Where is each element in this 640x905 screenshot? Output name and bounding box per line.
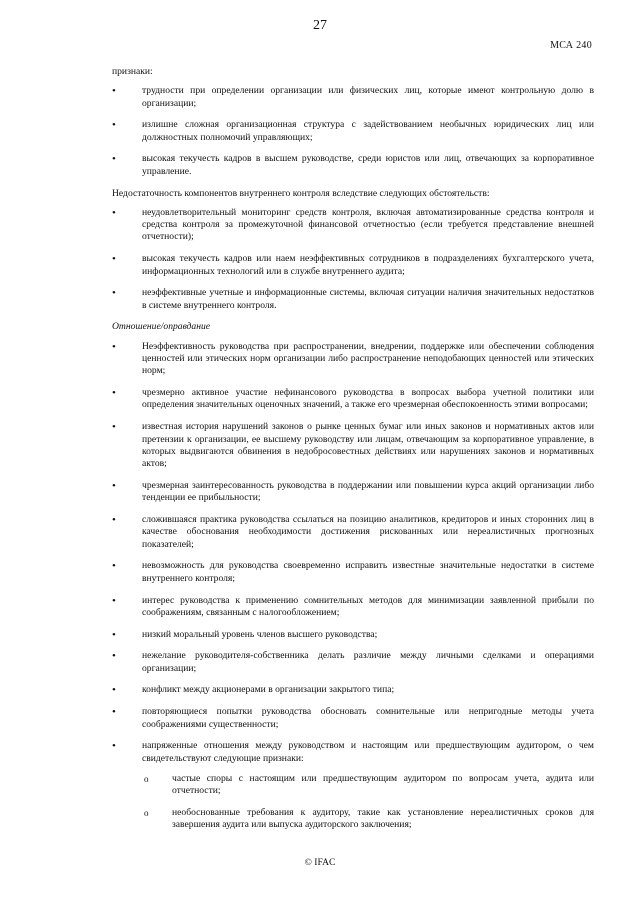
list-item: • трудности при определении организации или физических лиц, которые имеют контрольную долю в организации;	[112, 85, 594, 110]
page-number: 27	[313, 18, 327, 33]
list-item: • интерес руководства к применению сомнительных методов для минимизации заявленной прибыли по соображениям, связанным с налогообложением;	[112, 595, 594, 620]
document-code: МСА 240	[550, 40, 592, 51]
list-item: • высокая текучесть кадров или наем неэффективных сотрудников в подразделениях бухгалтерского учета, информационных технологий или в службе внутреннего аудита;	[112, 253, 594, 278]
list-item: • повторяющиеся попытки руководства обосновать сомнительные или непригодные методы учета соображениями существенности;	[112, 706, 594, 731]
attitude-rationalization-list	[112, 341, 594, 831]
list-item: • известная история нарушений законов о рынке ценных бумаг или иных законов и нормативных актов или претензии к организации, ее высшему руководству или лицам, отвечающим за корпоративное управление, в которых выдвигаются обвинения в недобросовестных действиях или нарушениях законов и нормативных актов;	[112, 421, 594, 470]
list-item: • чрезмерно активное участие нефинансового руководства в вопросах выбора учетной политики или определения значительных оценочных значений, а также его чрезмерная обеспокоенность этими вопросами;	[112, 387, 594, 412]
list-item: • неэффективные учетные и информационные системы, включая ситуации наличия значительных недостатков в системе внутреннего контроля.	[112, 287, 594, 312]
section-heading: Отношение/оправдание	[112, 321, 211, 333]
list-item: • низкий моральный уровень членов высшего руководства;	[112, 629, 594, 641]
control-weakness-list	[112, 207, 594, 312]
sub-list-item: o частые споры с настоящим или предшествующим аудитором по вопросам учета, аудита или отчетности;	[142, 773, 594, 798]
list-item-text: напряженные отношения между руководством и настоящим или предшествующим аудитором, о чем свидетельствуют следующие признаки:	[142, 740, 594, 764]
auditor-relations-sublist	[142, 773, 594, 831]
list-item: • невозможность для руководства своевременно исправить известные значительные недостатки в системе внутреннего контроля;	[112, 560, 594, 585]
intro-label: признаки:	[112, 66, 153, 77]
list-item: • высокая текучесть кадров в высшем руководстве, среди юристов или лиц, отвечающих за корпоративное управление.	[112, 153, 594, 178]
list-item: • нежелание руководителя-собственника делать различие между личными сделками и операциями организации;	[112, 650, 594, 675]
list-item: • сложившаяся практика руководства ссылаться на позицию аналитиков, кредиторов и иных сторонних лиц в качестве обоснования необходимости достижения рискованных или нереалистичных прогнозных показателей;	[112, 514, 594, 551]
sub-list-item: o необоснованные требования к аудитору, такие как установление нереалистичных сроков для завершения аудита или выпуска аудиторского заключения;	[142, 807, 594, 832]
ownership-indicators-list	[112, 85, 594, 178]
list-item: • неудовлетворительный мониторинг средств контроля, включая автоматизированные средства контроля и средства контроля за промежуточной финансовой отчетностью (если требуется представление внешней отчетности);	[112, 207, 594, 244]
control-weakness-intro: Недостаточность компонентов внутреннего контроля вследствие следующих обстоятельств:	[112, 187, 490, 199]
page-content	[112, 66, 594, 841]
copyright-footer: © IFAC	[304, 857, 336, 868]
list-item: • излишне сложная организационная структура с задействованием необычных юридических лиц или должностных полномочий управляющих;	[112, 119, 594, 144]
list-item-with-sublist	[112, 740, 594, 831]
list-item: • конфликт между акционерами в организации закрытого типа;	[112, 684, 594, 696]
list-item: • Неэффективность руководства при распространении, внедрении, поддержке или обеспечении соблюдения ценностей или этических норм организации либо распространение неподобающих ценностей или этических норм;	[112, 341, 594, 378]
list-item: • чрезмерная заинтересованность руководства в поддержании или повышении курса акций организации либо тенденции ее прибыльности;	[112, 480, 594, 505]
